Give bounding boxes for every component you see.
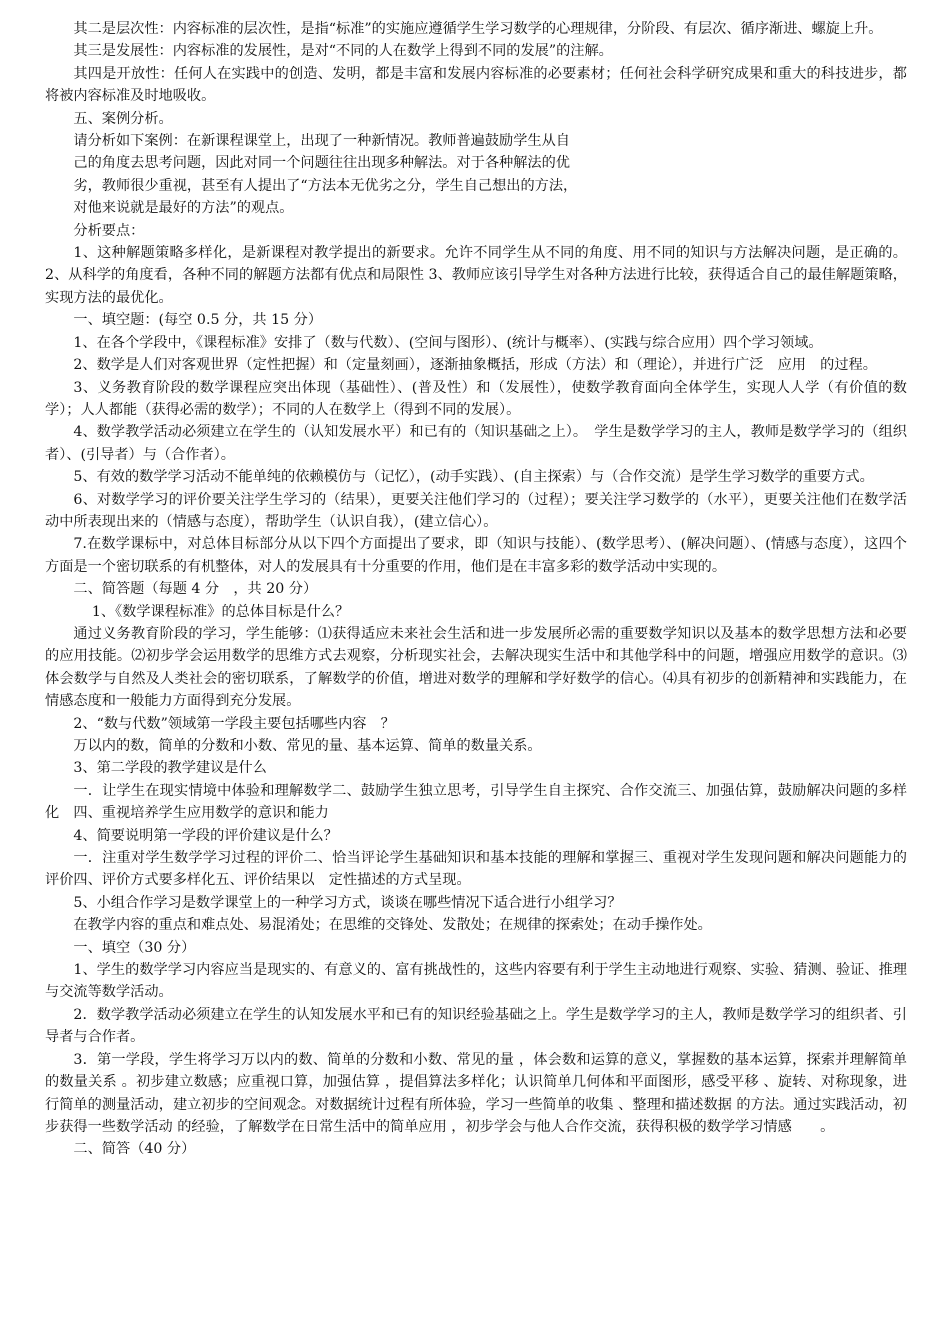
fill-30-item-2: 2．数学教学活动必须建立在学生的认知发展水平和已有的知识经验基础之上。学生是数学学习的主人，教师是数学学习的组织者、引导者与合作者。: [45, 1006, 907, 1046]
case-text-line-2: 己的角度去思考问题，因此对同一个问题往往出现多种解法。对于各种解法的优: [73, 155, 570, 172]
case-text-line-4: 对他来说就是最好的方法”的观点。: [73, 200, 294, 217]
fill-blank-item-5: 5、有效的数学学习活动不能单纯的依赖模仿与（记忆），(动手实践）、(自主探索）与（合作交流）是学生学习数学的重要方式。: [73, 469, 874, 486]
question-3: 3、第二学段的教学建议是什么: [73, 760, 267, 777]
answer-2: 万以内的数，简单的分数和小数、常见的量、基本运算、简单的数量关系。: [73, 738, 542, 754]
fill-30-item-3: 3．第一学段，学生将学习万以内的数、简单的分数和小数、常见的量 ，体会数和运算的意义，掌握数的基本运算，探索并理解简单的数量关系 。初步建立数感；应重视口算，加强估算 ，提倡算法多样化；认识简单几何体和平面图形，感受平移 、旋转、对称现象，进行简单的测量活动，建立初步的空间观念。对数据统计过程有所体验，学习一些简单的收集 、整理和描述数据 的方法。通过实践活动，初步获得一些数学活动 的经验，了解数学在日常生活中的简单应用 ，初步学会与他人合作交流，获得积极的数学学习情感 。: [45, 1051, 907, 1135]
question-4: 4、简要说明第一学段的评价建议是什么？: [73, 827, 338, 844]
section-heading-short-answer-40: 二、简答（40 分）: [73, 1141, 196, 1158]
fill-blank-item-7: 7.在数学课标中，对总体目标部分从以下四个方面提出了要求，即（知识与技能）、(数学思考）、(解决问题）、(情感与态度），这四个方面是一个密切联系的有机整体，对人的发展具有十分重要的作用，他们是在丰富多彩的数学活动中实现的。: [45, 536, 907, 575]
question-1: 1、《数学课程标准》的总体目标是什么？: [91, 603, 350, 620]
para-development: 其三是发展性：内容标准的发展性，是对“不同的人在数学上得到不同的发展”的注解。: [73, 43, 613, 60]
answer-4: 一．注重对学生数学学习过程的评价二、恰当评论学生基础知识和基本技能的理解和掌握三、重视对学生发现问题和解决问题能力的评价四、评价方式要多样化五、评价结果以 定性描述的方式呈现。: [45, 850, 907, 889]
fill-blank-item-6: 6、对数学学习的评价要关注学生学习的（结果），更要关注他们学习的（过程）；要关注学习数学的（水平），更要关注他们在数学活动中所表现出来的（情感与态度），帮助学生（认识自我），(建立信心）。: [45, 491, 907, 530]
answer-3: 一．让学生在现实情境中体验和理解数学二、鼓励学生独立思考，引导学生自主探究、合作交流三、加强估算，鼓励解决问题的多样化 四、重视培养学生应用数学的意识和能力: [45, 782, 907, 822]
analysis-points-heading: 分析要点：: [73, 222, 145, 239]
section-heading-case-analysis: 五、案例分析。: [73, 110, 173, 127]
fill-30-item-1: 1、学生的数学学习内容应当是现实的、有意义的、富有挑战性的，这些内容要有利于学生主动地进行观察、实验、猜测、验证、推理与交流等数学活动。: [45, 962, 907, 1001]
answer-1: 通过义务教育阶段的学习，学生能够：⑴获得适应未来社会生活和进一步发展所必需的重要数学知识以及基本的数学思想方法和必要的应用技能。⑵初步学会运用数学的思维方式去观察，分析现实社会，去解决现实生活中和其他学科中的问题，增强应用数学的意识。⑶体会数学与自然及人类社会的密切联系，了解数学的价值，增进对数学的理解和学好数学的信心。⑷具有初步的创新精神和实践能力，在情感态度和一般能力方面得到充分发展。: [45, 625, 907, 710]
analysis-points-body: 1、这种解题策略多样化，是新课程对教学提出的新要求。允许不同学生从不同的角度、用不同的知识与方法解决问题，是正确的。2、从科学的角度看，各种不同的解题方法都有优点和局限性 3、教师应该引导学生对各种方法进行比较，获得适合自己的最佳解题策略，实现方法的最优化。: [45, 245, 907, 306]
document-page: [45, 18, 907, 1161]
para-hierarchy: 其二是层次性：内容标准的层次性，是指“标准”的实施应遵循学生学习数学的心理规律，分阶段、有层次、循序渐进、螺旋上升。: [73, 21, 883, 37]
case-text-line-3: 劣，教师很少重视，甚至有人提出了“方法本无优劣之分，学生自己想出的方法，: [73, 177, 578, 194]
section-heading-fill-30: 一、填空（30 分）: [73, 939, 196, 956]
fill-blank-item-3: 3、义务教育阶段的数学课程应突出体现（基础性）、(普及性）和（发展性），使数学教育面向全体学生，实现人人学（有价值的数学）；人人都能（获得必需的数学）；不同的人在数学上（得到不同的发展）。: [45, 379, 907, 418]
question-5: 5、小组合作学习是数学课堂上的一种学习方式，谈谈在哪些情况下适合进行小组学习？: [73, 894, 622, 911]
question-2: 2、“数与代数”领域第一学段主要包括哪些内容 ？: [73, 715, 395, 732]
section-heading-short-answer: 二、简答题（每题 4 分 ，共 20 分）: [73, 581, 318, 598]
para-openness: 其四是开放性：任何人在实践中的创造、发明，都是丰富和发展内容标准的必要素材；任何社会科学研究成果和重大的科技进步，都将被内容标准及时地吸收。: [45, 65, 907, 105]
fill-blank-item-4: 4、数学教学活动必须建立在学生的（认知发展水平）和已有的（知识基础之上）。 学生是数学学习的主人，教师是数学学习的（组织者）、(引导者）与（合作者）。: [45, 424, 907, 463]
fill-blank-item-1: 1、在各个学段中，《课程标准》安排了（数与代数）、(空间与图形）、(统计与概率）、(实践与综合应用）四个学习领域。: [73, 334, 823, 351]
section-heading-fill-blank: 一、填空题：(每空 0.5 分，共 15 分）: [73, 312, 323, 329]
case-text-line-1: 请分析如下案例：在新课程课堂上，出现了一种新情况。教师普遍鼓励学生从自: [73, 133, 570, 150]
fill-blank-item-2: 2、数学是人们对客观世界（定性把握）和（定量刻画），逐渐抽象概括，形成（方法）和（理论），并进行广泛 应用 的过程。: [73, 357, 877, 374]
answer-5: 在教学内容的重点和难点处、易混淆处；在思维的交锋处、发散处；在规律的探索处；在动手操作处。: [73, 917, 712, 934]
